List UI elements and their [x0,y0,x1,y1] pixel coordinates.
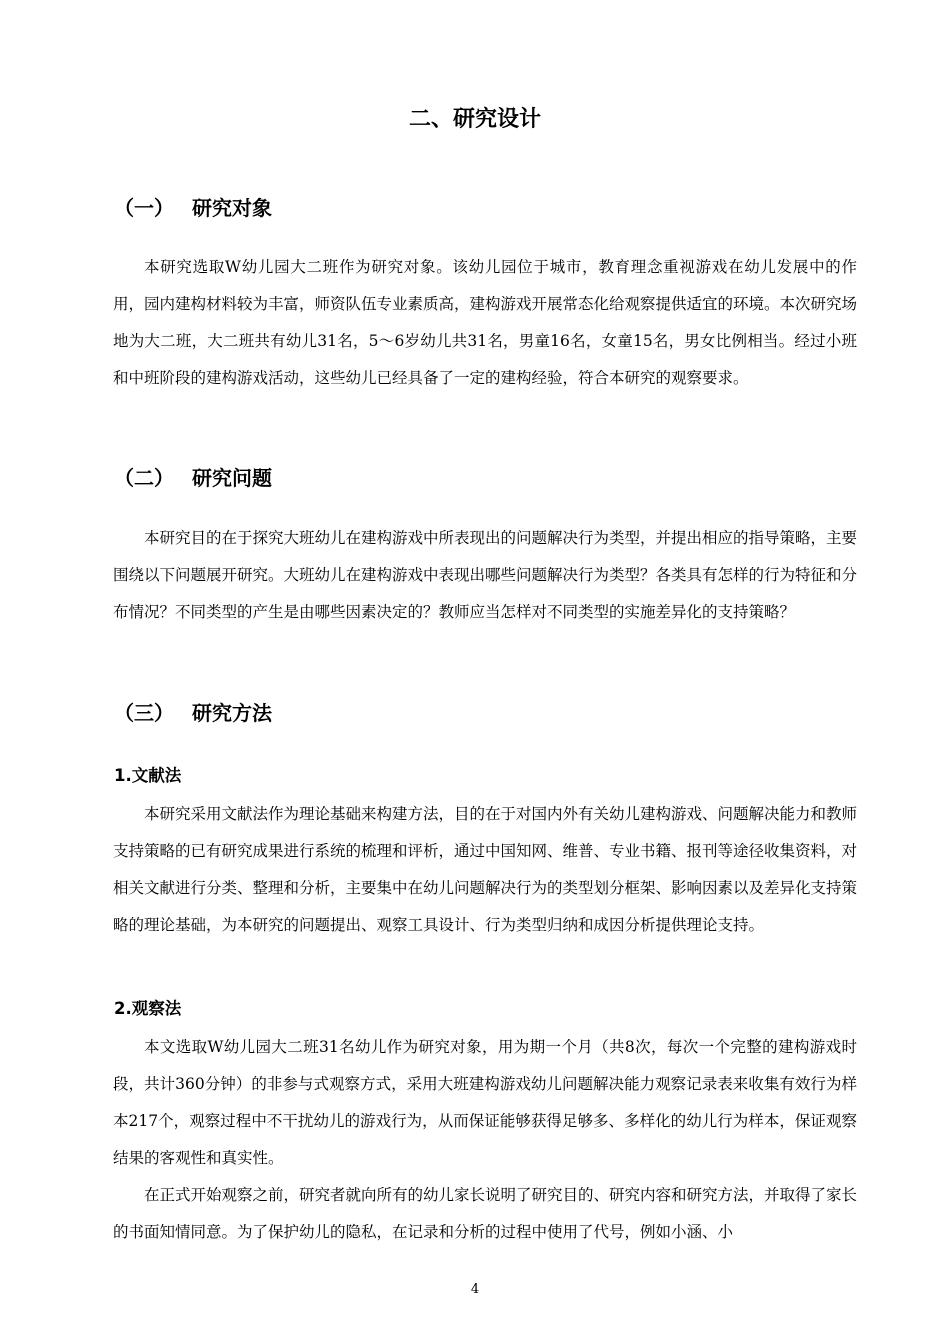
section-number: （二） [114,466,174,490]
section-number: （三） [114,701,174,725]
paragraph: 本研究选取W幼儿园大二班作为研究对象。该幼儿园位于城市，教育理念重视游戏在幼儿发展中的作用，园内建构材料较为丰富，师资队伍专业素质高，建构游戏开展常态化给观察提供适宜的环境。本次研究场地为大二班，大二班共有幼儿31名，5～6岁幼儿共31名，男童16名，女童15名，男女比例相当。经过小班和中班阶段的建构游戏活动，这些幼儿已经具备了一定的建构经验，符合本研究的观察要求。 [113,258,858,387]
page-number: 4 [470,1282,480,1297]
section-heading-3 [114,697,272,726]
paragraph: 本研究采用文献法作为理论基础来构建方法，目的在于对国内外有关幼儿建构游戏、问题解决能力和教师支持策略的已有研究成果进行系统的梳理和评析，通过中国知网、维普、专业书籍、报刊等途径收集资料，对相关文献进行分类、整理和分析，主要集中在幼儿问题解决行为的类型划分框架、影响因素以及差异化支持策略的理论基础，为本研究的问题提出、观察工具设计、行为类型归纳和成因分析提供理论支持。 [113,805,858,934]
section-number: （一） [114,196,174,220]
paragraph: 在正式开始观察之前，研究者就向所有的幼儿家长说明了研究目的、研究内容和研究方法，并取得了家长的书面知情同意。为了保护幼儿的隐私，在记录和分析的过程中使用了代号，例如小涵、小 [113,1186,858,1241]
subsection-heading-1: 1.文献法 [114,766,182,785]
section-title: 研究方法 [192,701,272,725]
paragraph: 本研究目的在于探究大班幼儿在建构游戏中所表现出的问题解决行为类型，并提出相应的指导策略，主要围绕以下问题展开研究。大班幼儿在建构游戏中表现出哪些问题解决行为类型？各类具有怎样的行为特征和分布情况？不同类型的产生是由哪些因素决定的？教师应当怎样对不同类型的实施差异化的支持策略？ [113,529,858,621]
section-title: 研究问题 [192,466,272,490]
chapter-title: 二、研究设计 [408,107,541,132]
paragraph: 本文选取W幼儿园大二班31名幼儿作为研究对象，用为期一个月（共8次，每次一个完整的建构游戏时段，共计360分钟）的非参与式观察方式，采用大班建构游戏幼儿问题解决能力观察记录表来收集有效行为样本217个，观察过程中不干扰幼儿的游戏行为，从而保证能够获得足够多、多样化的幼儿行为样本，保证观察结果的客观性和真实性。 [113,1038,857,1167]
section-title: 研究对象 [192,196,272,220]
section-heading-1 [114,192,272,221]
subsection-heading-2: 2.观察法 [114,999,182,1018]
section-heading-2 [114,462,272,491]
